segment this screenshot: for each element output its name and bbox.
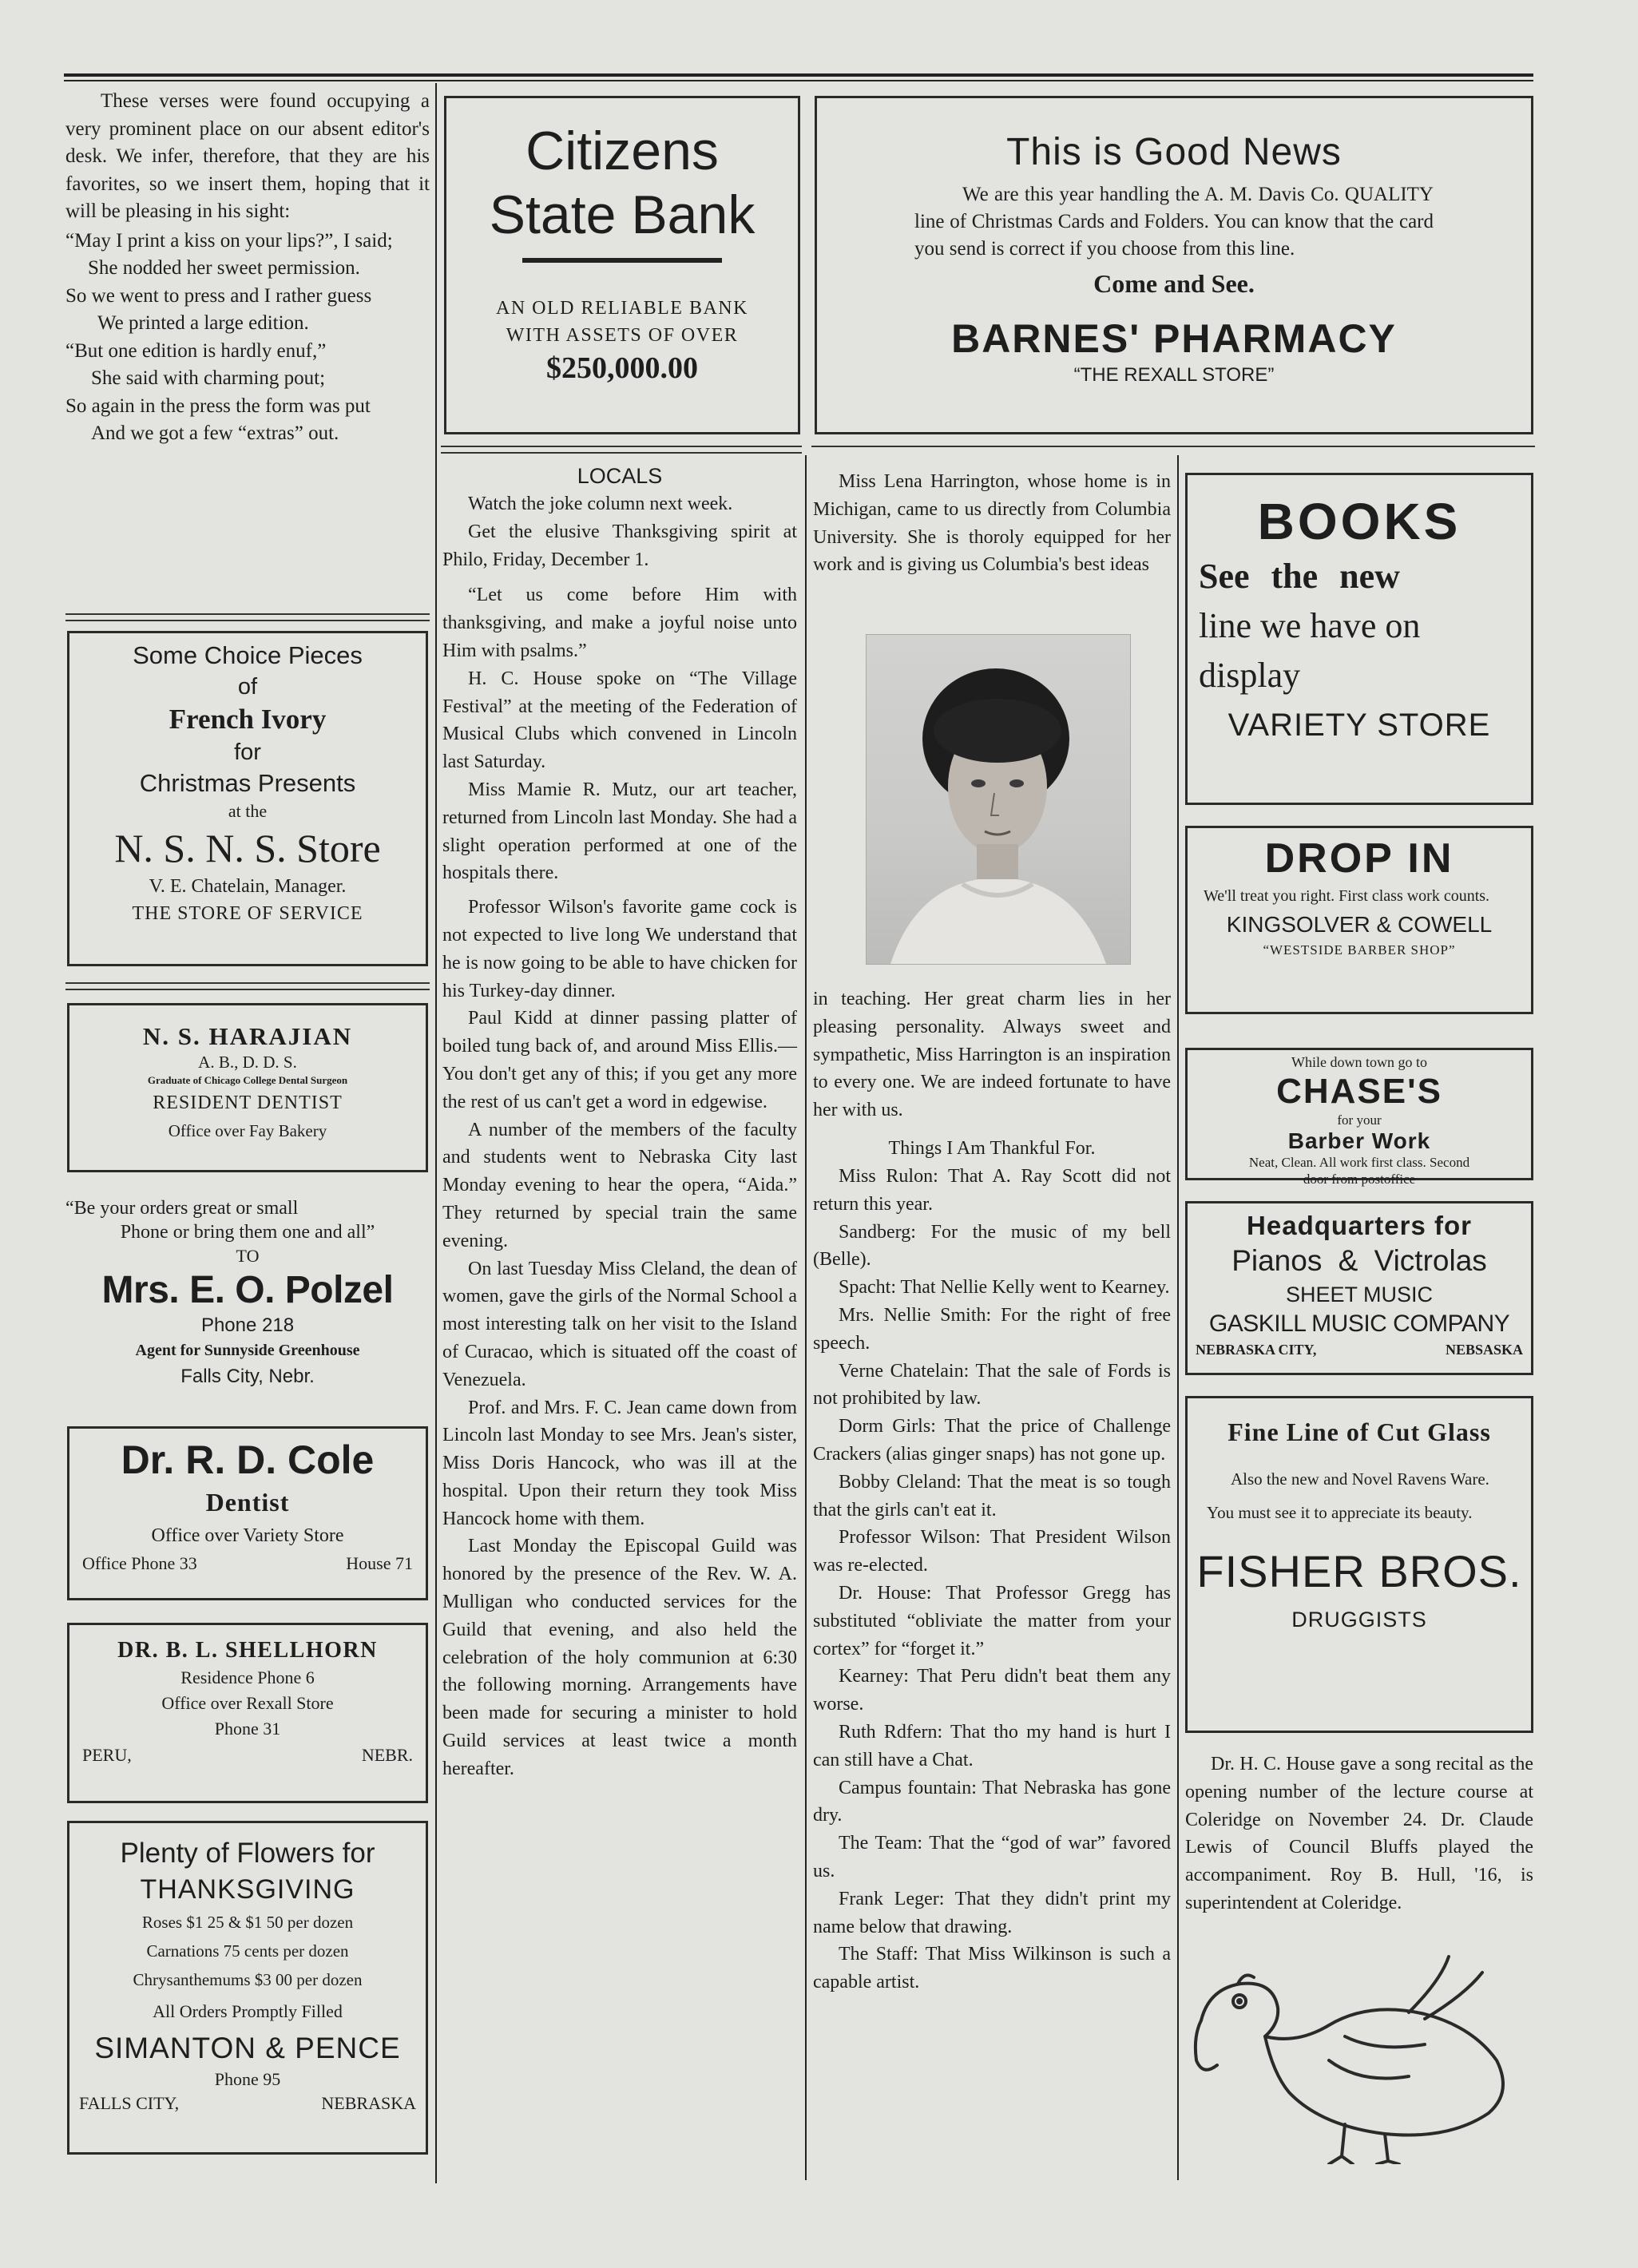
thankful-item: Miss Rulon: That A. Ray Scott did not return this year. <box>813 1165 1171 1215</box>
thankful-item: Professor Wilson: That President Wilson was re-elected. <box>813 1527 1171 1576</box>
ad-chases <box>1185 1048 1533 1187</box>
thankful-item: Mrs. Nellie Smith: For the right of free speech. <box>813 1304 1171 1354</box>
locals-paragraph: Paul Kidd at dinner passing platter of boiled tung back of, and around Miss Ellis.—You don't get any of this; if you get any more the rest of us can't get a word in edgewise. <box>442 1008 797 1112</box>
thankful-heading: Things I Am Thankful For. <box>888 1137 1096 1159</box>
chase-name: CHASE'S <box>1276 1072 1442 1111</box>
locals-paragraph: H. C. House spoke on “The Village Festival” at the meeting of the Federation of Musical Clubs which convened in Lincoln last Saturday. <box>442 668 797 773</box>
polzel-quote1: “Be your orders great or small <box>65 1198 299 1219</box>
top-rule-thin <box>64 80 1533 81</box>
chase-work: Barber Work <box>1287 1128 1431 1153</box>
cole-office: Office over Variety Store <box>151 1525 344 1546</box>
shellhorn-office: Office over Rexall Store <box>161 1693 334 1713</box>
flowers-head1: Plenty of Flowers for <box>120 1838 375 1869</box>
barnes-head: This is Good News <box>1006 131 1342 173</box>
locals-paragraph: A number of the members of the faculty and students went to Nebraska City last Monday evening to hear the opera, “Aida.” They returned by special train the same evening. <box>442 1119 797 1251</box>
gaskill-firm: GASKILL MUSIC COMPANY <box>1208 1310 1510 1337</box>
thankful-item: Dr. House: That Professor Gregg has substituted “obliviate the matter from your cortex” for “forget it.” <box>813 1582 1171 1659</box>
divider <box>65 982 430 984</box>
ad-cole <box>67 1426 428 1600</box>
divider <box>441 452 802 454</box>
ivory-line6: at the <box>228 801 268 821</box>
shellhorn-name: DR. B. L. SHELLHORN <box>117 1638 378 1663</box>
divider <box>65 989 430 990</box>
flowers-location <box>69 2092 426 2115</box>
column-divider-2 <box>805 455 807 2180</box>
harajian-degrees: A. B., D. D. S. <box>198 1053 297 1072</box>
turkey-drawing-icon <box>1185 1925 1533 2164</box>
ad-books <box>1185 473 1533 805</box>
polzel-phone: Phone 218 <box>200 1314 295 1336</box>
shellhorn-city: PERU, <box>82 1745 132 1765</box>
locals-column <box>442 462 797 1783</box>
shellhorn-phone: Phone 31 <box>214 1719 281 1739</box>
harajian-name: N. S. HARAJIAN <box>142 1022 353 1050</box>
ivory-line3: French Ivory <box>169 704 327 735</box>
locals-paragraph: “Let us come before Him with thanksgiving, and make a joyful noise unto Him with psalms.” <box>442 585 797 661</box>
barnes-come: Come and See. <box>1093 269 1255 298</box>
ad-barnes-pharmacy <box>815 96 1533 434</box>
divider <box>441 446 802 447</box>
dropin-body: We'll treat you right. First class work counts. <box>1204 887 1490 905</box>
chase-top: While down town go to <box>1291 1054 1427 1070</box>
shellhorn-location <box>69 1742 426 1769</box>
barnes-name: BARNES' PHARMACY <box>951 316 1397 361</box>
dropin-shop: “WESTSIDE BARBER SHOP” <box>1263 942 1456 958</box>
thankful-item: The Team: That the “god of war” favored us. <box>813 1833 1171 1881</box>
bank-rule <box>522 258 722 263</box>
chase-for: for your <box>1337 1112 1382 1128</box>
cole-office-phone: Office Phone 33 <box>82 1553 197 1573</box>
gaskill-head: Headquarters for <box>1247 1211 1472 1240</box>
thankful-item: Campus fountain: That Nebraska has gone dry. <box>813 1777 1171 1826</box>
flowers-carnations: Carnations 75 cents per dozen <box>146 1941 349 1961</box>
thankful-item: Sandberg: For the music of my bell (Belle). <box>813 1221 1171 1271</box>
chase-body: Neat, Clean. All work first class. Second door from postoffice <box>1248 1155 1470 1187</box>
poem-line: She said with charming pout; <box>91 367 326 389</box>
books-line2: line we have on <box>1199 606 1421 645</box>
column-3-continued <box>813 985 1171 1996</box>
woman-portrait-icon <box>867 635 1130 964</box>
gaskill-city: NEBRASKA CITY, <box>1196 1342 1317 1358</box>
fisher-body: Also the new and Novel Ravens Ware. You must see it to appreciate its beauty. <box>1207 1469 1489 1522</box>
bank-line1: AN OLD RELIABLE BANK <box>496 298 748 319</box>
flowers-orders: All Orders Promptly Filled <box>153 2001 343 2021</box>
harrington-part2: in teaching. Her great charm lies in her pleasing personality. Always sweet and sympathetic, Miss Harrington is an inspiration to every one. We are indeed fortunate to have her with us. <box>813 989 1171 1121</box>
ivory-store: N. S. N. S. Store <box>114 826 381 870</box>
ad-shellhorn <box>67 1623 428 1803</box>
polzel-agent: Agent for Sunnyside Greenhouse <box>135 1342 360 1359</box>
polzel-quote2: Phone or bring them one and all” <box>120 1222 375 1243</box>
poem-line: “May I print a kiss on your lips?”, I said; <box>65 229 393 252</box>
divider <box>811 446 1535 447</box>
flowers-head2: THANKSGIVING <box>140 1874 355 1905</box>
cole-house-phone: House 71 <box>346 1553 413 1573</box>
thankful-item: Frank Leger: That they didn't print my name below that drawing. <box>813 1888 1171 1937</box>
column-divider-1 <box>435 83 437 2183</box>
barnes-slogan: “THE REXALL STORE” <box>1073 364 1275 386</box>
ad-fisher <box>1185 1396 1533 1733</box>
ivory-line1: Some Choice Pieces <box>133 641 363 669</box>
flowers-city: FALLS CITY, <box>79 2093 180 2113</box>
thankful-item: Verne Chatelain: That the sale of Fords is not prohibited by law. <box>813 1360 1171 1410</box>
fisher-sub: DRUGGISTS <box>1291 1608 1427 1632</box>
thankful-item: Kearney: That Peru didn't beat them any worse. <box>813 1666 1171 1715</box>
portrait-photo <box>866 634 1131 965</box>
polzel-name: Mrs. E. O. Polzel <box>101 1269 394 1311</box>
intro-text: These verses were found occupying a very prominent place on our absent editor's desk. We infer, therefore, that they are his favorites, so we insert them, hoping that it will be pleasing in his sight: <box>65 90 430 222</box>
shellhorn-state: NEBR. <box>361 1745 413 1765</box>
divider <box>65 613 430 615</box>
books-head: BOOKS <box>1257 493 1462 550</box>
barnes-body: We are this year handling the A. M. Davis Co. QUALITY line of Christmas Cards and Folders. You can know that the card you send is correct if you choose from this line. <box>914 184 1434 260</box>
poem-line: “But one edition is hardly enuf,” <box>65 339 327 362</box>
locals-paragraph: Watch the joke column next week. <box>468 494 733 514</box>
locals-paragraph: Prof. and Mrs. F. C. Jean came down from Lincoln last Monday to see Mrs. Jean's sister, Miss Doris Hancock, who was ill at the hospital. Upon their return they took Miss Hancock home with them. <box>442 1397 797 1529</box>
fisher-name: FISHER BROS. <box>1196 1546 1522 1596</box>
locals-paragraph: Get the elusive Thanksgiving spirit at Philo, Friday, December 1. <box>442 521 797 570</box>
column-divider-3 <box>1177 455 1179 2180</box>
ad-polzel <box>65 1196 430 1391</box>
locals-paragraph: Miss Mamie R. Mutz, our art teacher, returned from Lincoln last Monday. She had a slight operation performed at one of the hospitals there. <box>442 779 797 884</box>
gaskill-items: Pianos & Victrolas <box>1231 1244 1487 1277</box>
thankful-item: Spacht: That Nellie Kelly went to Kearney. <box>839 1277 1170 1299</box>
flowers-firm: SIMANTON & PENCE <box>94 2032 401 2064</box>
locals-paragraph: Last Monday the Episcopal Guild was honored by the presence of the Rev. W. A. Mulligan who conducted services for the Guild that evening, and also held the celebration of the holy communion at 6:30 the following morning. Arrangements have been made for securing a minister to hold Guild services at least twice a month hereafter. <box>442 1536 797 1779</box>
house-note-column <box>1185 1751 1533 1917</box>
books-line1: See the new <box>1199 557 1400 596</box>
poem-line: So again in the press the form was put <box>65 395 371 417</box>
thankful-item: Bobby Cleland: That the meat is so tough that the girls can't eat it. <box>813 1471 1171 1521</box>
shellhorn-residence: Residence Phone 6 <box>180 1667 315 1687</box>
books-store: VARIETY STORE <box>1228 708 1491 743</box>
cole-phones <box>69 1552 426 1576</box>
thankful-item: Ruth Rdfern: That tho my hand is hurt I can still have a Chat. <box>813 1721 1171 1770</box>
flowers-chrysanthemums: Chrysanthemums $3 00 per dozen <box>133 1970 363 1989</box>
harrington-part1: Miss Lena Harrington, whose home is in Michigan, came to us directly from Columbia University. She is thoroly equipped for her work and is giving us Columbia's best ideas <box>813 471 1171 576</box>
house-note: Dr. H. C. House gave a song recital as the opening number of the lecture course at Coleridge on November 24. Dr. Claude Lewis of Council Bluffs played the accompaniment. Roy B. Hull, '16, is superintendent at Coleridge. <box>1185 1754 1533 1913</box>
polzel-city: Falls City, Nebr. <box>180 1366 315 1387</box>
column-1 <box>65 88 430 448</box>
locals-paragraph: Professor Wilson's favorite game cock is not expected to live long We understand that he is now going to be able to have chicken for his Turkey-day dinner. <box>442 897 797 1001</box>
ivory-line5: Christmas Presents <box>139 769 356 797</box>
bank-name1: Citizens <box>526 121 719 181</box>
polzel-to: TO <box>236 1246 260 1266</box>
ad-harajian <box>67 1003 428 1172</box>
ivory-slogan: THE STORE OF SERVICE <box>132 903 363 924</box>
ivory-manager: V. E. Chatelain, Manager. <box>149 876 347 897</box>
flowers-phone: Phone 95 <box>214 2069 281 2089</box>
gaskill-state: NEBSASKA <box>1445 1342 1523 1358</box>
bank-name2: State Bank <box>489 184 756 245</box>
ad-citizens-bank <box>444 96 800 434</box>
cole-title: Dentist <box>205 1488 290 1517</box>
flowers-state: NEBRASKA <box>321 2093 416 2113</box>
poem-line: So we went to press and I rather guess <box>65 284 372 307</box>
dropin-head: DROP IN <box>1264 835 1454 882</box>
books-line3: display <box>1199 656 1301 695</box>
poem-line: And we got a few “extras” out. <box>91 422 339 444</box>
ivory-line4: for <box>234 739 261 765</box>
thankful-item: The Staff: That Miss Wilkinson is such a capable artist. <box>813 1944 1171 1993</box>
bank-line2: WITH ASSETS OF OVER <box>506 325 739 346</box>
locals-heading: LOCALS <box>577 464 663 488</box>
harajian-office: Office over Fay Bakery <box>168 1121 327 1140</box>
flowers-roses: Roses $1 25 & $1 50 per dozen <box>141 1913 354 1932</box>
column-3 <box>813 468 1171 579</box>
ivory-line2: of <box>237 674 258 700</box>
locals-paragraph: On last Tuesday Miss Cleland, the dean of women, gave the girls of the Normal School a most interesting talk on her visit to the Island of Curacao, which is situated off the coast of Venezuela. <box>442 1258 797 1390</box>
cole-name: Dr. R. D. Cole <box>121 1437 375 1482</box>
ad-flowers <box>67 1821 428 2155</box>
divider <box>65 620 430 621</box>
ad-french-ivory <box>67 631 428 966</box>
harajian-title: RESIDENT DENTIST <box>153 1092 343 1113</box>
fisher-head: Fine Line of Cut Glass <box>1228 1418 1491 1446</box>
poem-line: We printed a large edition. <box>97 312 309 334</box>
gaskill-location <box>1188 1339 1531 1360</box>
bank-amount: $250,000.00 <box>546 351 698 385</box>
ad-drop-in <box>1185 826 1533 1014</box>
poem <box>65 228 430 448</box>
harajian-grad: Graduate of Chicago College Dental Surgeon <box>147 1074 348 1086</box>
thankful-item: Dorm Girls: That the price of Challenge Crackers (alias ginger snaps) has not gone up. <box>813 1416 1171 1465</box>
ad-gaskill <box>1185 1201 1533 1375</box>
gaskill-sheet: SHEET MUSIC <box>1285 1283 1434 1306</box>
top-rule <box>64 73 1533 77</box>
poem-line: She nodded her sweet permission. <box>88 257 360 279</box>
dropin-firm: KINGSOLVER & COWELL <box>1226 912 1493 937</box>
